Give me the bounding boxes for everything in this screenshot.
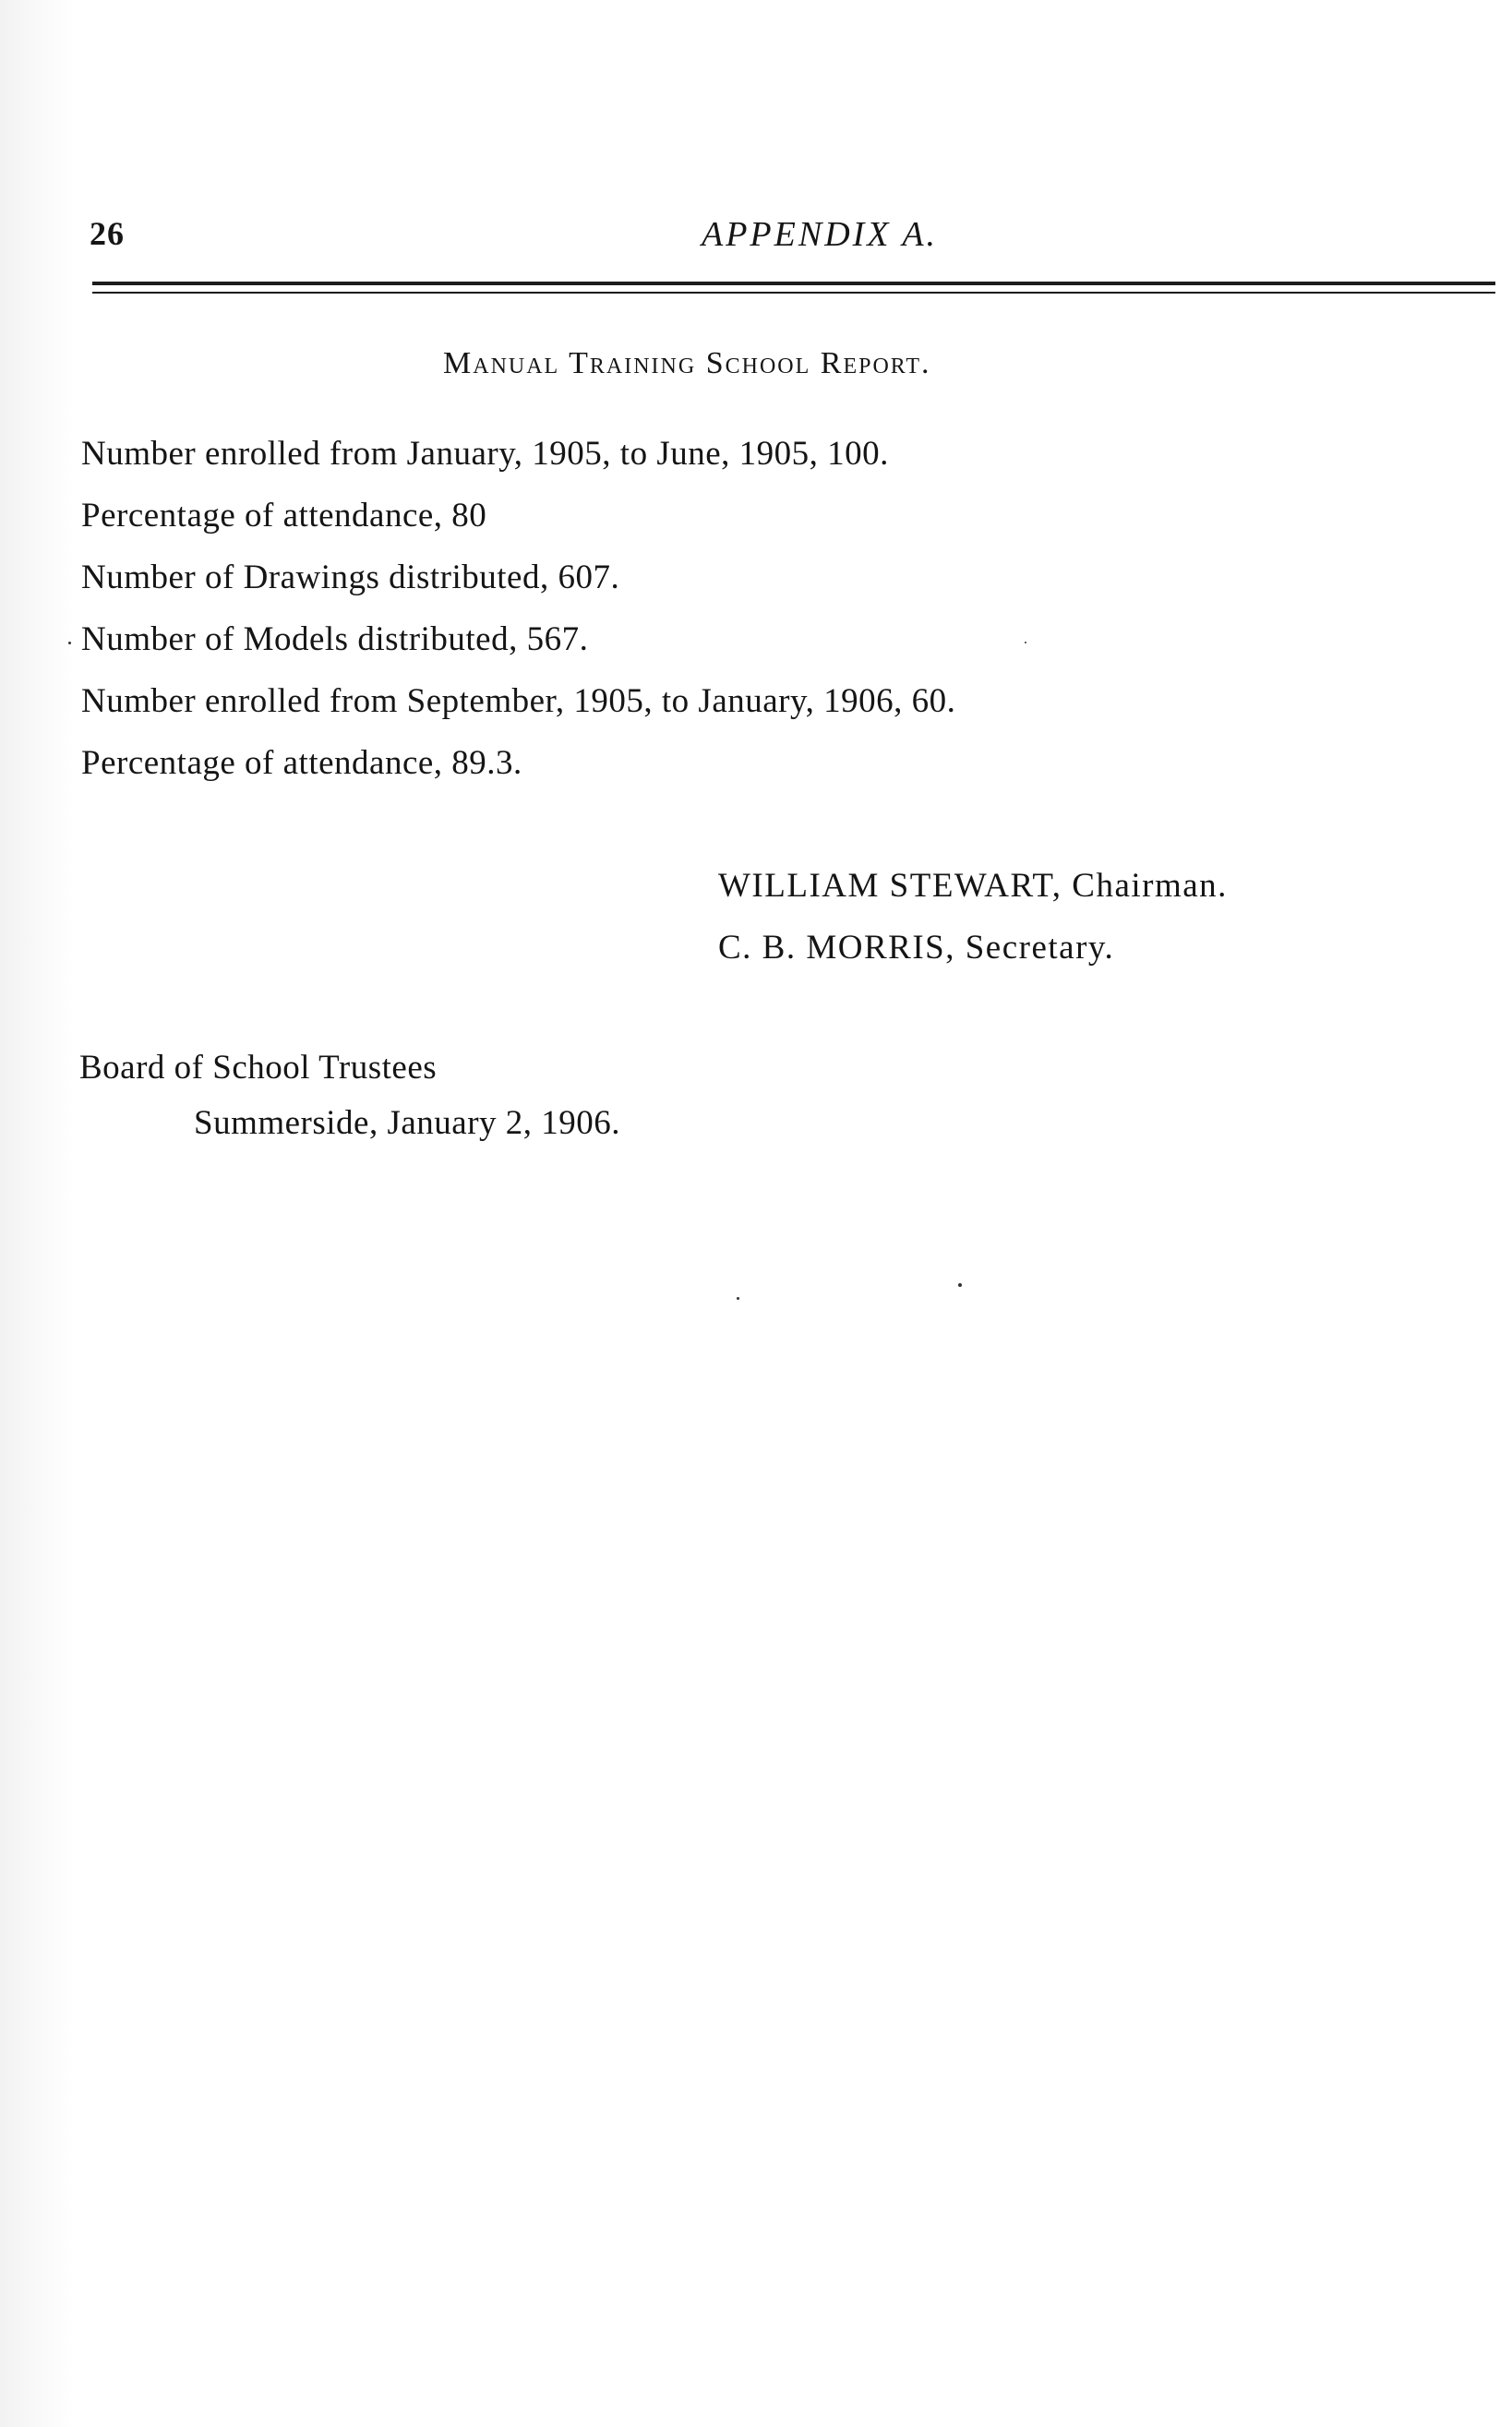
footer-place-date: Summerside, January 2, 1906. (194, 1104, 621, 1142)
print-speck (68, 642, 71, 644)
report-title: Manual Training School Report. (443, 346, 931, 380)
print-speck (1025, 642, 1026, 643)
page-edge-shadow (0, 0, 74, 2427)
report-line-attendance-second: Percentage of attendance, 89.3. (81, 744, 522, 782)
running-title: APPENDIX A. (702, 215, 939, 254)
report-line-drawings: Number of Drawings distributed, 607. (81, 559, 620, 596)
signature-secretary: C. B. MORRIS, Secretary. (718, 929, 1115, 967)
signature-chairman: WILLIAM STEWART, Chairman. (718, 867, 1228, 905)
report-line-enrolled-sep-jan: Number enrolled from September, 1905, to January, 1906, 60. (81, 682, 956, 720)
footer-board: Board of School Trustees (79, 1049, 438, 1087)
report-line-models: Number of Models distributed, 567. (81, 620, 589, 658)
page-number: 26 (90, 215, 125, 252)
report-line-enrolled-jan-jun: Number enrolled from January, 1905, to June, 1905, 100. (81, 435, 889, 473)
header-rule-thick (92, 282, 1495, 285)
header-rule-thin (92, 292, 1495, 294)
print-speck (958, 1283, 962, 1287)
report-line-attendance-first: Percentage of attendance, 80 (81, 497, 487, 535)
print-speck (737, 1297, 739, 1300)
